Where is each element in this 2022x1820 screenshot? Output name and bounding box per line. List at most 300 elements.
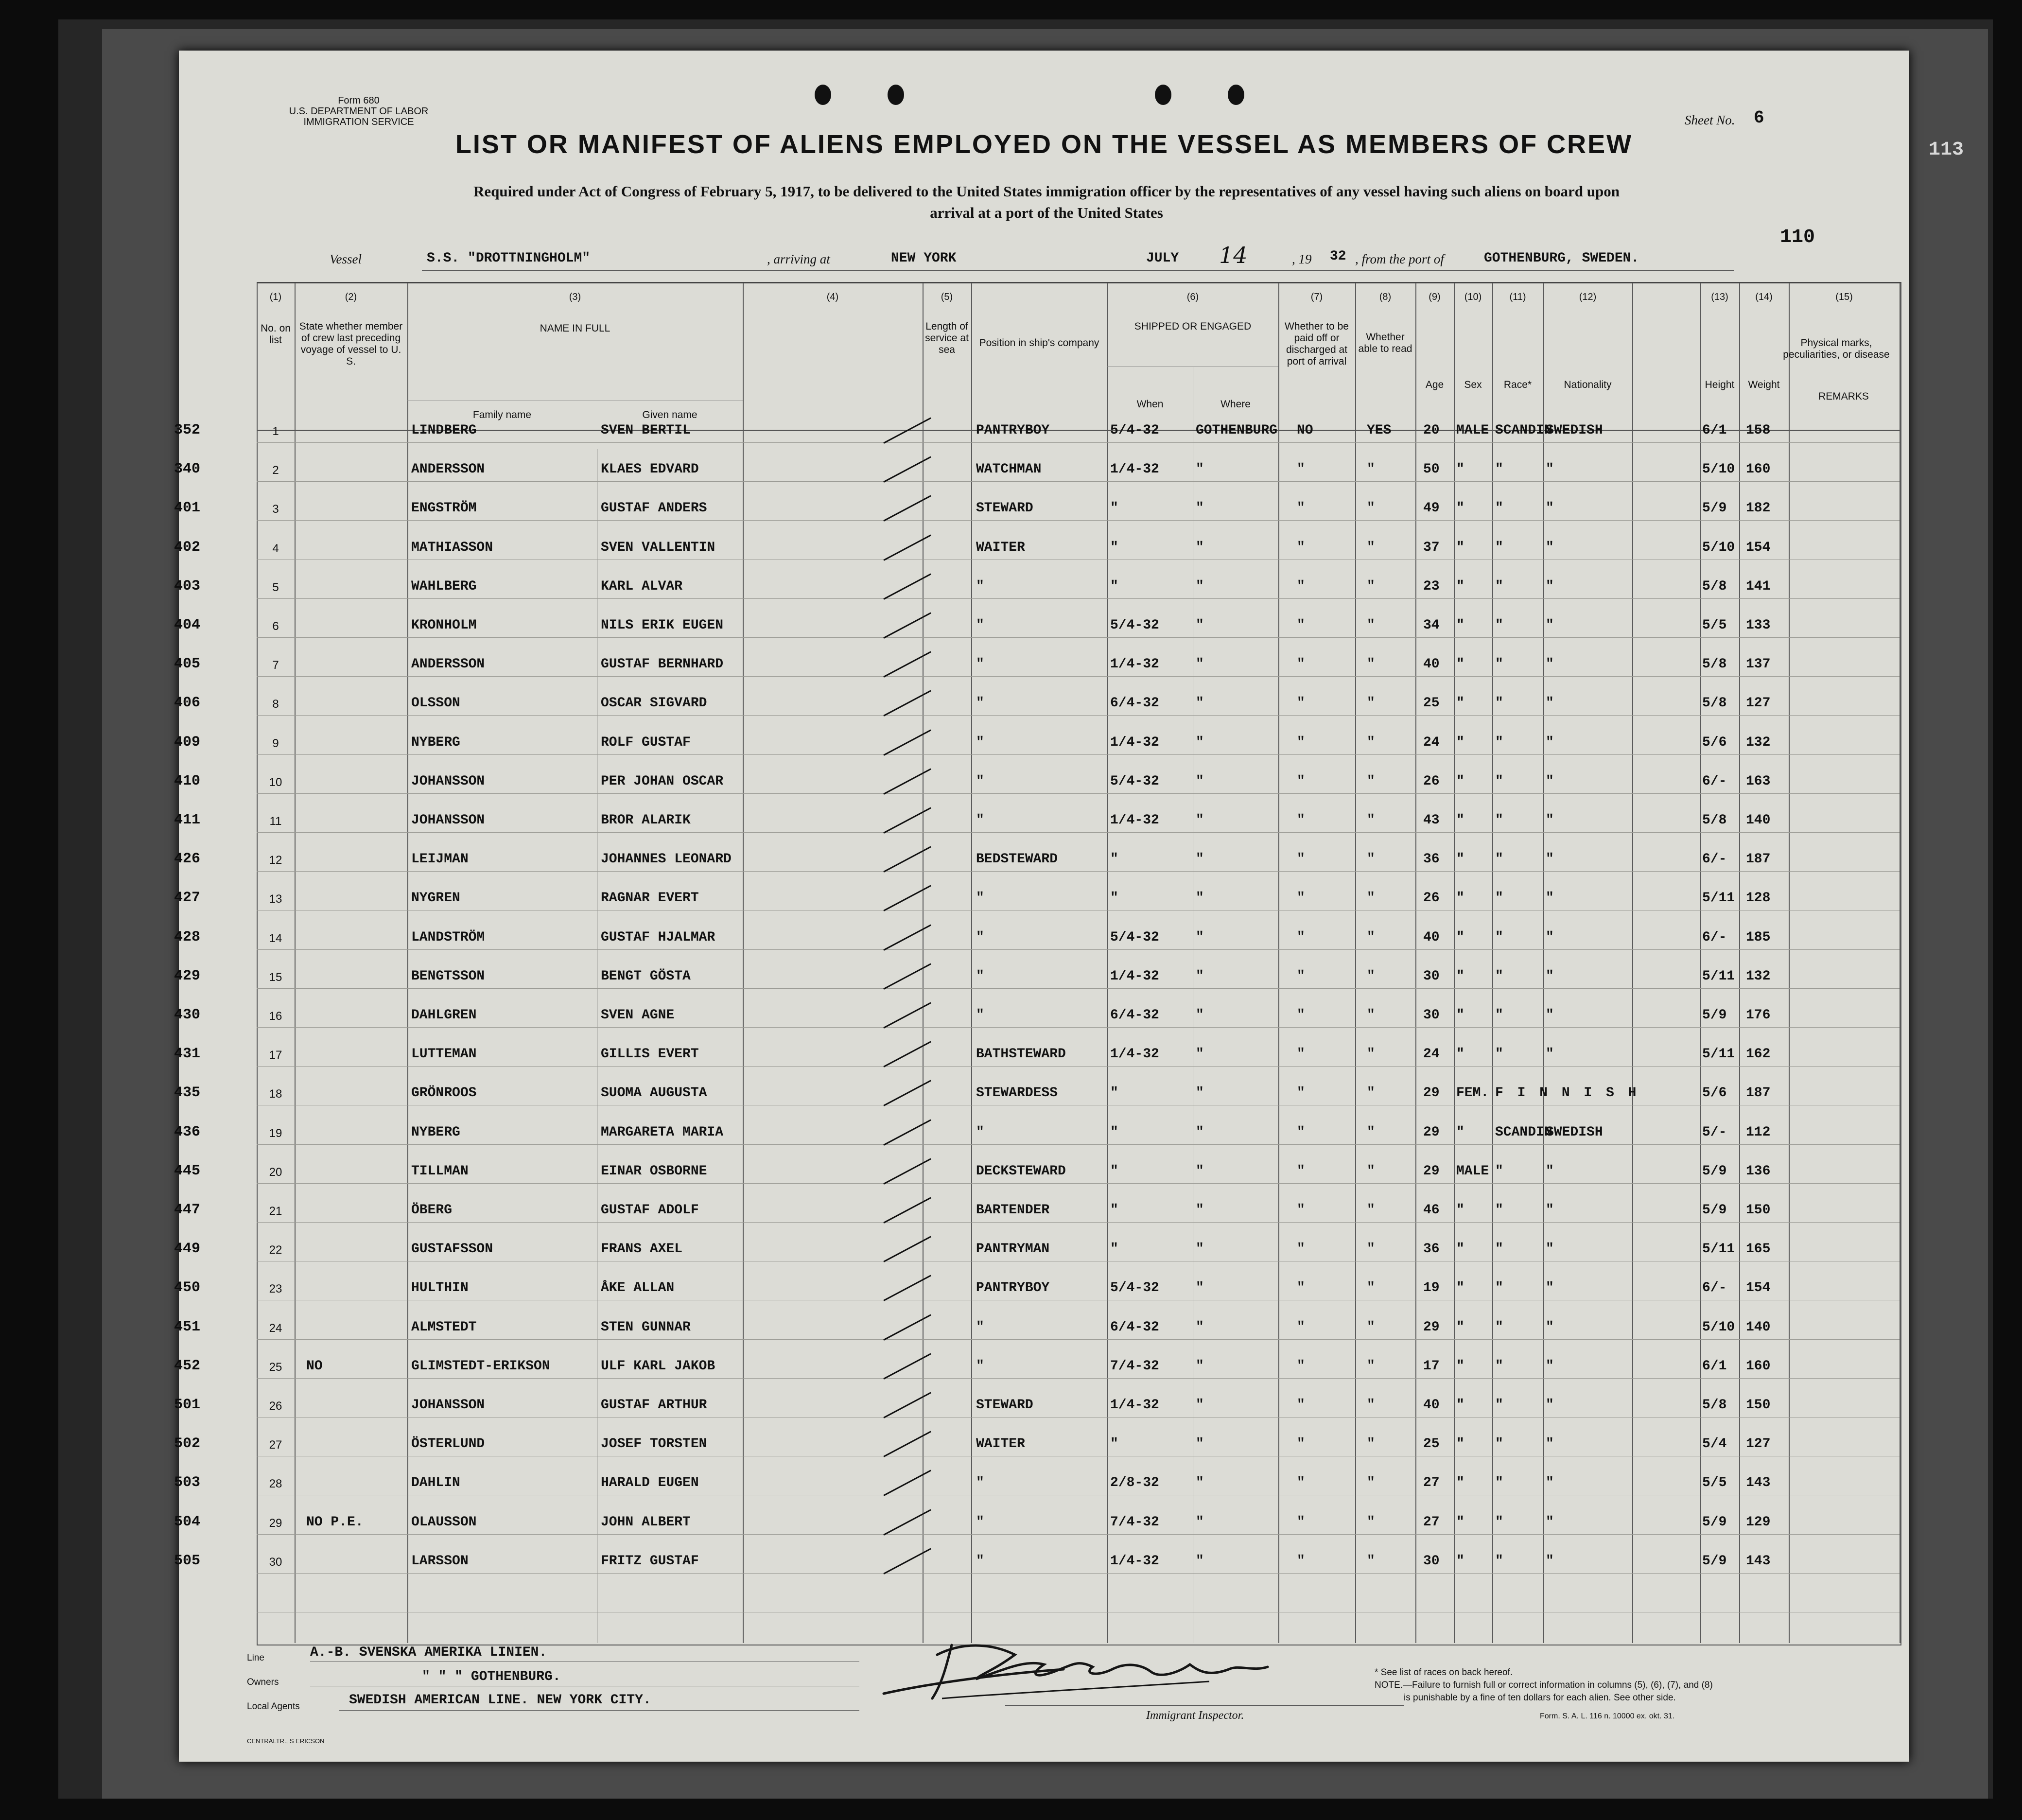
family-name-cell: OLSSON [411, 696, 460, 711]
table-row [174, 534, 1909, 573]
header-family-name: Family name [472, 409, 532, 420]
nationality-cell: " [1546, 1242, 1554, 1257]
paid-off-cell: NO [1297, 423, 1313, 438]
family-name-cell: NYBERG [411, 735, 460, 750]
weight-cell: 150 [1746, 1398, 1771, 1413]
race-cell: " [1495, 929, 1503, 945]
row-number-cell: 29 [269, 1516, 282, 1530]
footnote-fine: is punishable by a fine of ten dollars for each alien. See other side. [1404, 1693, 1676, 1703]
given-name-cell: GUSTAF HJALMAR [601, 929, 715, 945]
shipped-when-cell: " [1110, 1124, 1118, 1140]
age-cell: 29 [1423, 1319, 1440, 1335]
position-cell: " [976, 1124, 984, 1140]
family-name-cell: LUTTEMAN [411, 1047, 477, 1062]
weight-cell: 112 [1746, 1124, 1771, 1140]
year-prefix: , 19 [1292, 252, 1312, 266]
table-row [174, 1080, 1909, 1119]
service-tick-mark [883, 1314, 931, 1340]
able-read-cell: " [1367, 1553, 1375, 1569]
table-row [174, 573, 1909, 612]
weight-cell: 154 [1746, 1280, 1771, 1296]
given-name-cell: MARGARETA MARIA [601, 1124, 724, 1140]
header-remarks: REMARKS [1818, 391, 1869, 402]
column-number: (9) [1429, 292, 1441, 302]
position-cell: " [976, 773, 984, 789]
service-tick-mark [883, 1353, 931, 1379]
paid-off-cell: " [1297, 578, 1305, 594]
given-name-cell: OSCAR SIGVARD [601, 696, 707, 711]
row-number-cell: 2 [272, 464, 279, 477]
shipped-when-cell: 5/4-32 [1110, 618, 1159, 633]
able-read-cell: " [1367, 1124, 1375, 1140]
family-name-cell: GRÖNROOS [411, 1085, 477, 1101]
height-cell: 5/8 [1702, 1398, 1727, 1413]
given-name-cell: KARL ALVAR [601, 578, 683, 594]
sex-cell: " [1456, 1475, 1464, 1491]
shipped-when-cell: 7/4-32 [1110, 1514, 1159, 1530]
given-name-cell: EINAR OSBORNE [601, 1163, 707, 1179]
weight-cell: 143 [1746, 1475, 1771, 1491]
table-row [174, 417, 1909, 456]
age-cell: 29 [1423, 1124, 1440, 1140]
position-cell: " [976, 813, 984, 828]
subtitle-line-1: Required under Act of Congress of February 5, 1917, to be delivered to the United States immigration officer by the representatives of any vessel having such aliens on board upon [473, 183, 1620, 200]
service-tick-mark [883, 1236, 931, 1262]
agents-value: SWEDISH AMERICAN LINE. NEW YORK CITY. [349, 1693, 651, 1708]
page-number-side: 110 [1780, 227, 1815, 248]
given-name-cell: GUSTAF ANDERS [601, 501, 707, 516]
row-number-cell: 3 [272, 503, 279, 516]
service-line: IMMIGRATION SERVICE [303, 117, 414, 127]
service-tick-mark [883, 768, 931, 794]
owners-label: Owners [247, 1677, 279, 1687]
nationality-cell: " [1546, 1358, 1554, 1374]
arrival-month: JULY [1146, 251, 1179, 266]
position-cell: " [976, 657, 984, 672]
paid-off-cell: " [1297, 735, 1305, 750]
table-row [174, 1119, 1909, 1158]
column-number: (4) [826, 292, 839, 302]
service-tick-mark [883, 1002, 931, 1029]
header-weight: Weight [1748, 379, 1780, 390]
position-cell: STEWARDESS [976, 1085, 1058, 1101]
race-cell: " [1495, 501, 1503, 516]
nationality-cell: " [1546, 1475, 1554, 1491]
shipped-when-cell: 6/4-32 [1110, 1319, 1159, 1335]
margin-number: 430 [174, 1007, 201, 1023]
race-cell: SCANDIN. [1495, 1124, 1561, 1140]
position-cell: " [976, 929, 984, 945]
header-where: Where [1220, 399, 1251, 410]
race-cell: " [1495, 1514, 1503, 1530]
able-read-cell: " [1367, 1242, 1375, 1257]
shipped-when-cell: 1/4-32 [1110, 657, 1159, 672]
sex-cell: " [1456, 696, 1464, 711]
margin-number: 452 [174, 1357, 201, 1374]
header-position: Position in ship's company [979, 337, 1099, 349]
race-cell: " [1495, 1008, 1503, 1023]
margin-number: 450 [174, 1279, 201, 1296]
sheet-no-value: 6 [1754, 108, 1764, 128]
shipped-when-cell: " [1110, 1163, 1118, 1179]
shipped-when-cell: 1/4-32 [1110, 1398, 1159, 1413]
row-number-cell: 18 [269, 1087, 282, 1101]
sex-cell: " [1456, 1319, 1464, 1335]
age-cell: 27 [1423, 1475, 1440, 1491]
age-cell: 25 [1423, 696, 1440, 711]
age-cell: 36 [1423, 852, 1440, 867]
family-name-cell: WAHLBERG [411, 578, 477, 594]
previous-voyage-cell: NO [306, 1358, 323, 1374]
able-read-cell: " [1367, 618, 1375, 633]
able-read-cell: " [1367, 462, 1375, 477]
height-cell: 5/5 [1702, 618, 1727, 633]
paid-off-cell: " [1297, 929, 1305, 945]
shipped-where-cell: " [1196, 1280, 1204, 1296]
margin-number: 409 [174, 734, 201, 751]
shipped-where-cell: " [1196, 1475, 1204, 1491]
given-name-cell: STEN GUNNAR [601, 1319, 691, 1335]
nationality-cell: " [1546, 501, 1554, 516]
able-read-cell: " [1367, 968, 1375, 984]
row-number-cell: 14 [269, 931, 282, 945]
able-read-cell: " [1367, 696, 1375, 711]
sex-cell: " [1456, 1514, 1464, 1530]
height-cell: 5/10 [1702, 1319, 1735, 1335]
nationality-cell: SWEDISH [1546, 1124, 1603, 1140]
margin-number: 427 [174, 890, 201, 907]
family-name-cell: LARSSON [411, 1553, 469, 1569]
weight-cell: 137 [1746, 657, 1771, 672]
sex-cell: " [1456, 929, 1464, 945]
shipped-where-cell: " [1196, 696, 1204, 711]
table-row [174, 1509, 1909, 1548]
race-cell: " [1495, 1398, 1503, 1413]
service-tick-mark [883, 1509, 931, 1535]
able-read-cell: " [1367, 1008, 1375, 1023]
margin-number: 445 [174, 1162, 201, 1179]
line-label: Line [247, 1653, 264, 1663]
column-number: (8) [1379, 292, 1392, 302]
race-cell: " [1495, 1280, 1503, 1296]
position-cell: DECKSTEWARD [976, 1163, 1066, 1179]
header-no-on-list: No. on list [261, 323, 291, 346]
nationality-cell: " [1546, 891, 1554, 906]
age-cell: 40 [1423, 1398, 1440, 1413]
paid-off-cell: " [1297, 618, 1305, 633]
weight-cell: 132 [1746, 968, 1771, 984]
weight-cell: 160 [1746, 1358, 1771, 1374]
column-number: (14) [1755, 292, 1773, 302]
margin-number: 502 [174, 1435, 201, 1452]
height-cell: 5/8 [1702, 696, 1727, 711]
paid-off-cell: " [1297, 540, 1305, 555]
nationality-cell: " [1546, 1280, 1554, 1296]
nationality-cell: " [1546, 1047, 1554, 1062]
age-cell: 36 [1423, 1242, 1440, 1257]
nationality-cell: " [1546, 1398, 1554, 1413]
given-name-cell: GUSTAF ARTHUR [601, 1398, 707, 1413]
service-tick-mark [883, 612, 931, 639]
height-cell: 5/9 [1702, 1553, 1727, 1569]
table-row [174, 1470, 1909, 1508]
race-cell: " [1495, 657, 1503, 672]
weight-cell: 133 [1746, 618, 1771, 633]
height-cell: 5/- [1702, 1124, 1727, 1140]
able-read-cell: " [1367, 540, 1375, 555]
agents-label: Local Agents [247, 1701, 300, 1712]
nationality-cell: " [1546, 1553, 1554, 1569]
able-read-cell: " [1367, 578, 1375, 594]
weight-cell: 187 [1746, 1085, 1771, 1101]
shipped-when-cell: 1/4-32 [1110, 735, 1159, 750]
margin-number: 352 [174, 422, 201, 438]
family-name-cell: HULTHIN [411, 1280, 469, 1296]
shipped-where-cell: " [1196, 1319, 1204, 1335]
given-name-cell: FRITZ GUSTAF [601, 1553, 699, 1569]
row-number-cell: 12 [269, 854, 282, 867]
family-name-cell: NYBERG [411, 1124, 460, 1140]
row-number-cell: 16 [269, 1010, 282, 1023]
paid-off-cell: " [1297, 813, 1305, 828]
shipped-when-cell: " [1110, 540, 1118, 555]
row-number-cell: 30 [269, 1555, 282, 1569]
age-cell: 20 [1423, 423, 1440, 438]
able-read-cell: " [1367, 501, 1375, 516]
header-sex: Sex [1464, 379, 1482, 390]
nationality-cell: " [1546, 1203, 1554, 1218]
position-cell: " [976, 1008, 984, 1023]
shipped-where-cell: " [1196, 1553, 1204, 1569]
race-cell: " [1495, 1047, 1503, 1062]
sex-cell: " [1456, 1358, 1464, 1374]
service-tick-mark [883, 729, 931, 755]
row-number-cell: 11 [269, 815, 282, 828]
able-read-cell: " [1367, 1085, 1375, 1101]
shipped-when-cell: " [1110, 852, 1118, 867]
nationality-cell: " [1546, 540, 1554, 555]
given-name-cell: SVEN AGNE [601, 1008, 675, 1023]
age-cell: 46 [1423, 1203, 1440, 1218]
position-cell: PANTRYBOY [976, 1280, 1050, 1296]
row-number-cell: 5 [272, 580, 279, 594]
sex-cell: " [1456, 618, 1464, 633]
weight-cell: 176 [1746, 1008, 1771, 1023]
given-name-cell: KLAES EDVARD [601, 462, 699, 477]
given-name-cell: NILS ERIK EUGEN [601, 618, 724, 633]
margin-number: 411 [174, 812, 201, 828]
family-name-cell: BENGTSSON [411, 968, 485, 984]
paid-off-cell: " [1297, 852, 1305, 867]
row-number-cell: 6 [272, 620, 279, 633]
service-tick-mark [883, 963, 931, 989]
position-cell: WATCHMAN [976, 462, 1042, 477]
age-cell: 37 [1423, 540, 1440, 555]
service-tick-mark [883, 690, 931, 717]
race-cell: " [1495, 1242, 1503, 1257]
margin-number: 402 [174, 539, 201, 556]
punch-hole [815, 85, 831, 105]
age-cell: 30 [1423, 968, 1440, 984]
given-name-cell: SVEN BERTIL [601, 423, 691, 438]
height-cell: 5/9 [1702, 501, 1727, 516]
service-tick-mark [883, 1080, 931, 1106]
sex-cell: " [1456, 968, 1464, 984]
height-cell: 5/10 [1702, 540, 1735, 555]
age-cell: 49 [1423, 501, 1440, 516]
family-name-cell: JOHANSSON [411, 813, 485, 828]
nationality-cell: " [1546, 618, 1554, 633]
age-cell: 23 [1423, 578, 1440, 594]
table-row [174, 963, 1909, 1002]
age-cell: 27 [1423, 1514, 1440, 1530]
family-name-cell: GLIMSTEDT-ERIKSON [411, 1358, 550, 1374]
shipped-when-cell: " [1110, 1203, 1118, 1218]
header-height: Height [1705, 379, 1735, 390]
height-cell: 5/8 [1702, 578, 1727, 594]
given-name-cell: BENGT GÖSTA [601, 968, 691, 984]
table-row [174, 1158, 1909, 1197]
document-title: LIST OR MANIFEST OF ALIENS EMPLOYED ON THE VESSEL AS MEMBERS OF CREW [455, 130, 1633, 159]
margin-number: 404 [174, 617, 201, 633]
header-length-service: Length of service at sea [925, 321, 969, 355]
position-cell: " [976, 618, 984, 633]
age-cell: 40 [1423, 657, 1440, 672]
footnote-note: NOTE.—Failure to furnish full or correct information in columns (5), (6), (7), and (8) [1375, 1680, 1713, 1690]
weight-cell: 141 [1746, 578, 1771, 594]
sex-cell: " [1456, 852, 1464, 867]
paid-off-cell: " [1297, 1085, 1305, 1101]
race-cell: " [1495, 891, 1503, 906]
service-tick-mark [883, 1041, 931, 1068]
nationality-cell: " [1546, 735, 1554, 750]
race-cell: " [1495, 773, 1503, 789]
paid-off-cell: " [1297, 1358, 1305, 1374]
able-read-cell: " [1367, 813, 1375, 828]
position-cell: " [976, 891, 984, 906]
margin-number: 406 [174, 695, 201, 712]
from-port: GOTHENBURG, SWEDEN. [1484, 251, 1639, 266]
row-number-cell: 28 [269, 1477, 282, 1491]
table-row [174, 690, 1909, 729]
shipped-where-cell: " [1196, 501, 1204, 516]
margin-number: 401 [174, 500, 201, 517]
height-cell: 5/11 [1702, 1242, 1735, 1257]
weight-cell: 185 [1746, 929, 1771, 945]
nationality-cell: " [1546, 1514, 1554, 1530]
row-number-cell: 17 [269, 1049, 282, 1062]
family-name-cell: LEIJMAN [411, 852, 469, 867]
paid-off-cell: " [1297, 1242, 1305, 1257]
shipped-when-cell: 5/4-32 [1110, 929, 1159, 945]
table-row [174, 651, 1909, 690]
able-read-cell: " [1367, 1163, 1375, 1179]
given-name-cell: ULF KARL JAKOB [601, 1358, 715, 1374]
sex-cell: MALE [1456, 423, 1489, 438]
table-row [174, 1314, 1909, 1353]
column-number: (1) [269, 292, 282, 302]
able-read-cell: " [1367, 1280, 1375, 1296]
given-name-cell: JOHANNES LEONARD [601, 852, 732, 867]
able-read-cell: " [1367, 1436, 1375, 1452]
age-cell: 17 [1423, 1358, 1440, 1374]
able-read-cell: " [1367, 1398, 1375, 1413]
age-cell: 26 [1423, 891, 1440, 906]
sex-cell: " [1456, 1398, 1464, 1413]
weight-cell: 132 [1746, 735, 1771, 750]
column-number: (15) [1835, 292, 1853, 302]
nationality-cell: " [1546, 578, 1554, 594]
shipped-where-cell: " [1196, 1358, 1204, 1374]
given-name-cell: GILLIS EVERT [601, 1047, 699, 1062]
height-cell: 5/6 [1702, 1085, 1727, 1101]
header-physical: Physical marks, peculiarities, or disease [1783, 337, 1890, 360]
nationality-cell: " [1546, 1319, 1554, 1335]
age-cell: 50 [1423, 462, 1440, 477]
given-name-cell: GUSTAF BERNHARD [601, 657, 724, 672]
shipped-where-cell: " [1196, 891, 1204, 906]
height-cell: 5/6 [1702, 735, 1727, 750]
position-cell: " [976, 1514, 984, 1530]
row-number-cell: 4 [272, 542, 279, 555]
inspector-signature [869, 1626, 1336, 1708]
nationality-cell: SWEDISH [1546, 423, 1603, 438]
paid-off-cell: " [1297, 1163, 1305, 1179]
nationality-cell: " [1546, 696, 1554, 711]
vessel-underline [422, 270, 1734, 271]
shipped-where-cell: " [1196, 1242, 1204, 1257]
age-cell: 19 [1423, 1280, 1440, 1296]
previous-voyage-cell: NO P.E. [306, 1514, 364, 1530]
height-cell: 5/8 [1702, 657, 1727, 672]
inspector-line [1005, 1705, 1404, 1706]
nationality-cell: " [1546, 813, 1554, 828]
sex-cell: " [1456, 773, 1464, 789]
margin-number: 431 [174, 1046, 201, 1063]
nationality-cell: " [1546, 1436, 1554, 1452]
arrival-day: 14 [1219, 242, 1248, 268]
margin-number: 447 [174, 1202, 201, 1218]
department-line: U.S. DEPARTMENT OF LABOR [289, 106, 429, 117]
height-cell: 5/5 [1702, 1475, 1727, 1491]
service-tick-mark [883, 1392, 931, 1418]
family-name-cell: GUSTAFSSON [411, 1242, 493, 1257]
race-cell: " [1495, 540, 1503, 555]
shipped-when-cell: " [1110, 1085, 1118, 1101]
position-cell: STEWARD [976, 501, 1033, 516]
shipped-when-cell: 5/4-32 [1110, 423, 1159, 438]
weight-cell: 187 [1746, 852, 1771, 867]
sex-cell: " [1456, 1047, 1464, 1062]
position-cell: PANTRYBOY [976, 423, 1050, 438]
margin-number: 429 [174, 967, 201, 984]
height-cell: 6/1 [1702, 423, 1727, 438]
service-tick-mark [883, 1431, 931, 1457]
family-name-cell: DAHLIN [411, 1475, 460, 1491]
service-tick-mark [883, 418, 931, 444]
able-read-cell: " [1367, 929, 1375, 945]
column-number: (6) [1186, 292, 1199, 302]
table-row [174, 1548, 1909, 1587]
paid-off-cell: " [1297, 1280, 1305, 1296]
height-cell: 5/11 [1702, 891, 1735, 906]
position-cell: BEDSTEWARD [976, 852, 1058, 867]
given-name-cell: BROR ALARIK [601, 813, 691, 828]
header-age: Age [1425, 379, 1444, 390]
able-read-cell: YES [1367, 423, 1392, 438]
shipped-where-cell: " [1196, 1203, 1204, 1218]
race-cell: " [1495, 1203, 1503, 1218]
